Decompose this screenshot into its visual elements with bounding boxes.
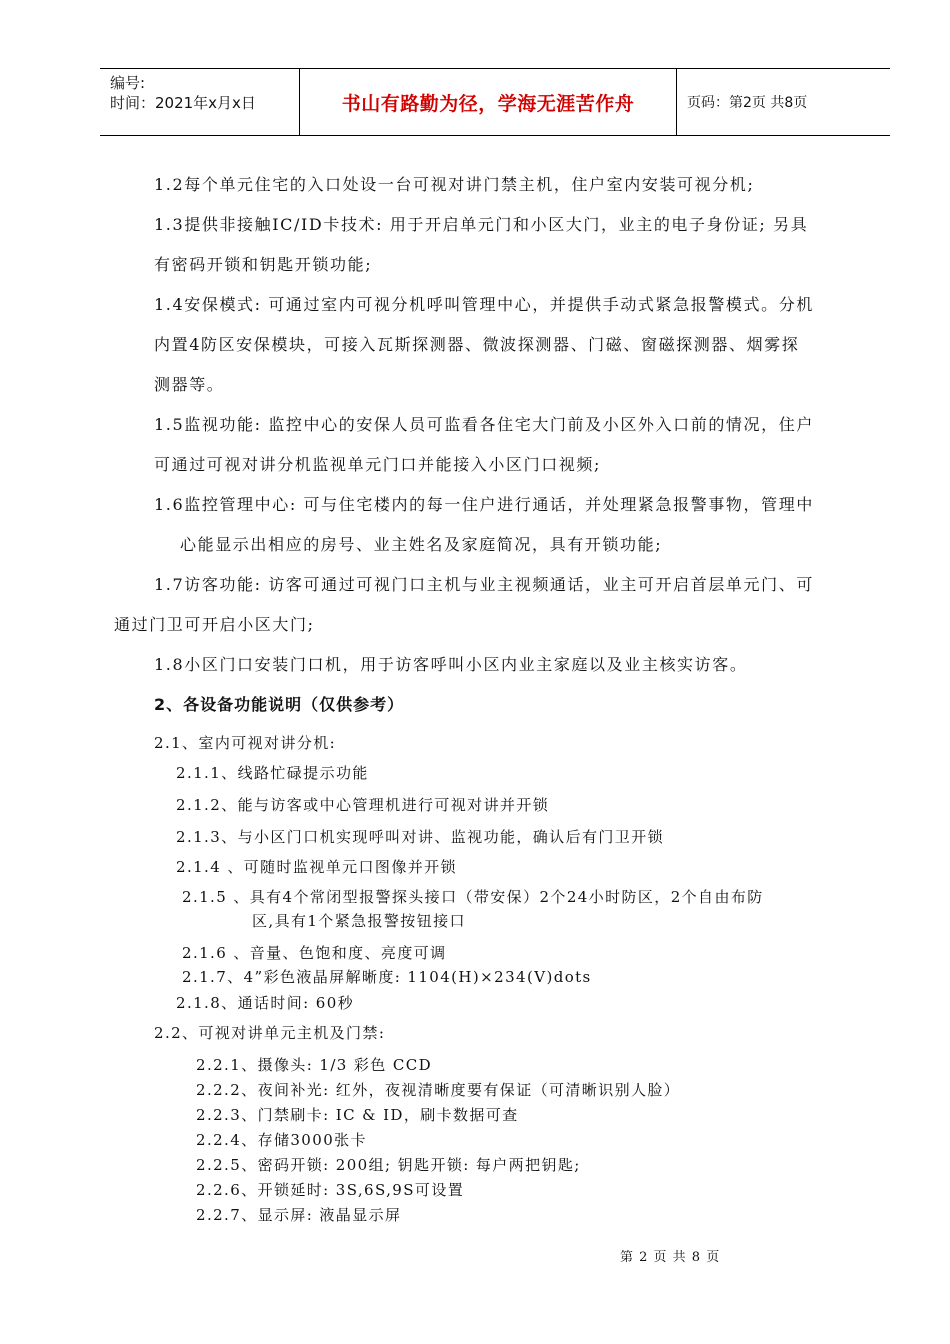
item-2-2-3: 2.2.3、门禁刷卡: IC & ID，刷卡数据可查 (196, 1106, 519, 1124)
item-2-1-6: 2.1.6 、音量、色饱和度、亮度可调 (182, 944, 447, 962)
item-2-1-5-line1: 2.1.5 、具有4个常闭型报警探头接口（带安保）2个24小时防区，2个自由布防 (182, 888, 764, 906)
paragraph-1-3-line2: 有密码开锁和钥匙开锁功能; (154, 255, 373, 274)
item-2-1-1: 2.1.1、线路忙碌提示功能 (176, 764, 369, 782)
paragraph-1-3-line1: 1.3提供非接触IC/ID卡技术: 用于开启单元门和小区大门，业主的电子身份证; 另具 (154, 215, 809, 234)
paragraph-1-5-line1: 1.5监视功能: 监控中心的安保人员可监看各住宅大门前及小区外入口前的情况，住户 (154, 415, 814, 434)
item-2-2-1: 2.2.1、摄像头: 1/3 彩色 CCD (196, 1056, 433, 1074)
item-2-1-4: 2.1.4 、可随时监视单元口图像并开锁 (176, 858, 457, 876)
item-2-1-2: 2.1.2、能与访客或中心管理机进行可视对讲并开锁 (176, 796, 550, 814)
item-2-1-5-line2: 区,具有1个紧急报警按钮接口 (252, 912, 466, 930)
paragraph-1-4-line1: 1.4安保模式: 可通过室内可视分机呼叫管理中心，并提供手动式紧急报警模式。分机 (154, 295, 814, 314)
time-label: 时间：2021年x月x日 (110, 94, 256, 112)
item-2-2-2: 2.2.2、夜间补光: 红外，夜视清晰度要有保证（可清晰识别人脸） (196, 1081, 681, 1099)
section-2-title: 2、各设备功能说明（仅供参考） (154, 695, 405, 714)
paragraph-1-8: 1.8小区门口安装门口机，用于访客呼叫小区内业主家庭以及业主核实访客。 (154, 655, 748, 674)
item-2-1: 2.1、室内可视对讲分机: (154, 734, 337, 752)
paragraph-1-6-line1: 1.6监控管理中心: 可与住宅楼内的每一住户进行通话，并处理紧急报警事物，管理中 (154, 495, 814, 514)
header-meta (100, 69, 300, 135)
serial-label: 编号: (110, 74, 146, 92)
page-footer: 第 2 页 共 8 页 (620, 1250, 721, 1265)
header-page-cell (677, 69, 890, 135)
item-2-2-4: 2.2.4、存储3000张卡 (196, 1131, 367, 1149)
motto-text: 书山有路勤为径，学海无涯苦作舟 (341, 92, 635, 115)
page-info: 页码：第2页 共8页 (687, 95, 808, 111)
page-header (100, 68, 890, 136)
item-2-2-7: 2.2.7、显示屏: 液晶显示屏 (196, 1206, 402, 1224)
paragraph-1-7-line2: 通过门卫可开启小区大门; (114, 615, 315, 634)
paragraph-1-4-line2: 内置4防区安保模块，可接入瓦斯探测器、微波探测器、门磁、窗磁探测器、烟雾探 (154, 335, 800, 354)
header-motto-cell (300, 69, 677, 135)
item-2-2: 2.2、可视对讲单元主机及门禁: (154, 1024, 386, 1042)
item-2-1-3: 2.1.3、与小区门口机实现呼叫对讲、监视功能，确认后有门卫开锁 (176, 828, 664, 846)
paragraph-1-2: 1.2每个单元住宅的入口处设一台可视对讲门禁主机，住户室内安装可视分机; (154, 175, 755, 194)
item-2-1-7: 2.1.7、4”彩色液晶屏解晰度: 1104(H)×234(V)dots (182, 968, 592, 986)
paragraph-1-4-line3: 测器等。 (154, 375, 225, 394)
paragraph-1-7-line1: 1.7访客功能: 访客可通过可视门口主机与业主视频通话，业主可开启首层单元门、可 (154, 575, 814, 594)
paragraph-1-5-line2: 可通过可视对讲分机监视单元门口并能接入小区门口视频; (154, 455, 601, 474)
item-2-2-6: 2.2.6、开锁延时: 3S,6S,9S可设置 (196, 1181, 465, 1199)
item-2-1-8: 2.1.8、通话时间: 60秒 (176, 994, 355, 1012)
paragraph-1-6-line2: 心能显示出相应的房号、业主姓名及家庭简况，具有开锁功能; (180, 535, 663, 554)
item-2-2-5: 2.2.5、密码开锁: 200组; 钥匙开锁: 每户两把钥匙; (196, 1156, 581, 1174)
